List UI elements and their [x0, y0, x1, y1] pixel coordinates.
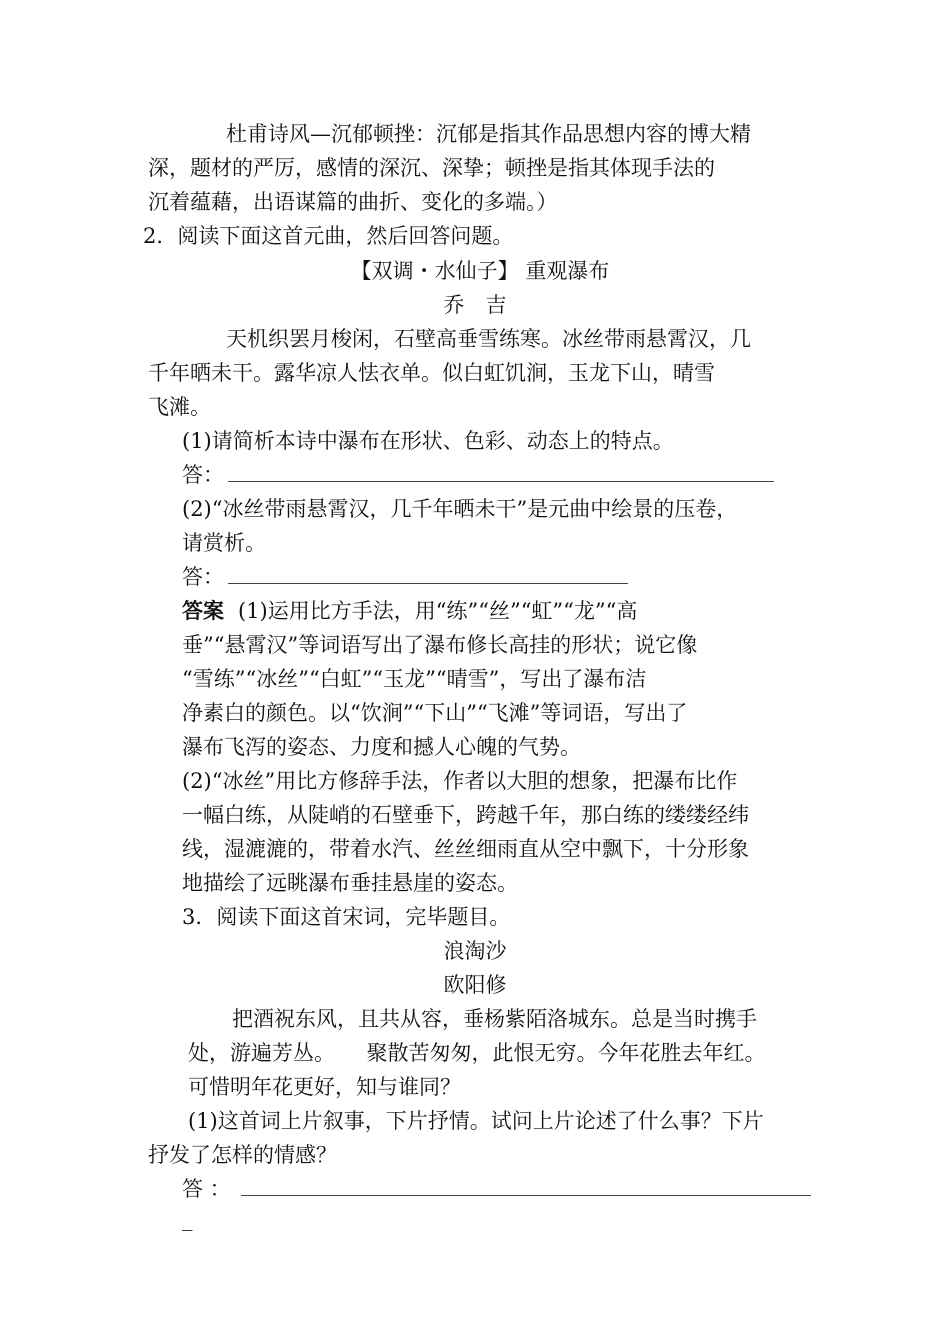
q2-poem-line-3: 飞滩。	[148, 395, 211, 419]
q3-poem-line-1: 把酒祝东风，且共从容，垂杨紫陌洛城东。总是当时携手	[232, 1007, 757, 1031]
q3-poem-author: 欧阳修	[443, 973, 507, 997]
q2-poem-title: 【双调・水仙子】 重观瀑布	[350, 259, 610, 283]
answer-heading: 答案	[182, 598, 224, 623]
intro-note-line-1: 杜甫诗风—沉郁顿挫：沉郁是指其作品思想内容的博大精	[226, 122, 751, 146]
answer-blank-2[interactable]	[228, 563, 628, 584]
q2-subquestion-1: (1)请简析本诗中瀑布在形状、色彩、动态上的特点。	[182, 429, 674, 453]
q2-answer-line-9: 地描绘了远眺瀑布垂挂悬崖的姿态。	[182, 871, 518, 895]
answer-label: 答 ：	[182, 1177, 231, 1201]
answer-blank-1[interactable]	[228, 461, 774, 482]
answer-label: 答：	[182, 565, 224, 589]
q3-prompt: 3．阅读下面这首宋词，完毕题目。	[182, 905, 511, 929]
q2-subquestion-2-line-2: 请赏析。	[182, 531, 266, 555]
answer-blank-3[interactable]	[241, 1175, 811, 1196]
q3-subquestion-line-1: (1)这首词上片叙事，下片抒情。试问上片论述了什么事？下片	[188, 1109, 764, 1133]
q3-poem-line-2: 处，游遍芳丛。 聚散苦匆匆，此恨无穷。今年花胜去年红。	[188, 1041, 766, 1065]
q2-answer-line-6: (2)“冰丝”用比方修辞手法，作者以大胆的想象，把瀑布比作	[182, 769, 738, 793]
q2-answer-line-7: 一幅白练，从陡峭的石壁垂下，跨越千年，那白练的缕缕经纬	[182, 803, 749, 827]
q2-prompt: 2．阅读下面这首元曲，然后回答问题。	[143, 224, 514, 248]
q3-poem-title: 浪淘沙	[443, 939, 507, 963]
intro-note-line-3: 沉着蕴藉，出语谋篇的曲折、变化的多端。）	[148, 190, 558, 214]
q2-answer-2	[182, 560, 628, 594]
intro-note-line-2: 深，题材的严厉，感情的深沉、深挚；顿挫是指其体现手法的	[148, 156, 715, 180]
q2-answer-line-4: 净素白的颜色。以“饮涧”“下山”“飞滩”等词语，写出了	[182, 701, 688, 725]
q2-poem-author: 乔 吉	[443, 293, 507, 317]
q3-answer	[182, 1172, 811, 1206]
q2-poem-line-1: 天机织罢月梭闲，石壁高垂雪练寒。冰丝带雨悬霄汉，几	[226, 327, 751, 351]
answer-text: (1)运用比方手法，用“练”“丝”“虹”“龙”“高	[238, 599, 638, 623]
q2-subquestion-2-line-1: (2)“冰丝带雨悬霄汉，几千年晒未干”是元曲中绘景的压卷，	[182, 497, 738, 521]
q2-answer-line-8: 线，湿漉漉的，带着水汽、丝丝细雨直从空中飘下，十分形象	[182, 837, 749, 861]
trailing-mark: _	[182, 1207, 193, 1231]
q2-answer-line-1	[182, 594, 637, 628]
q2-answer-1	[182, 458, 774, 492]
q2-answer-line-3: “雪练”“冰丝”“白虹”“玉龙”“晴雪”，写出了瀑布洁	[182, 667, 647, 691]
q2-poem-line-2: 千年晒未干。露华凉人怯衣单。似白虹饥涧，玉龙下山，晴雪	[148, 361, 715, 385]
q2-answer-line-5: 瀑布飞泻的姿态、力度和撼人心魄的气势。	[182, 735, 581, 759]
answer-label: 答：	[182, 463, 224, 487]
q3-subquestion-line-2: 抒发了怎样的情感？	[148, 1143, 337, 1167]
q2-answer-line-2: 垂”“悬霄汉”等词语写出了瀑布修长高挂的形状；说它像	[182, 633, 698, 657]
q3-poem-line-3: 可惜明年花更好，知与谁同？	[188, 1075, 461, 1099]
